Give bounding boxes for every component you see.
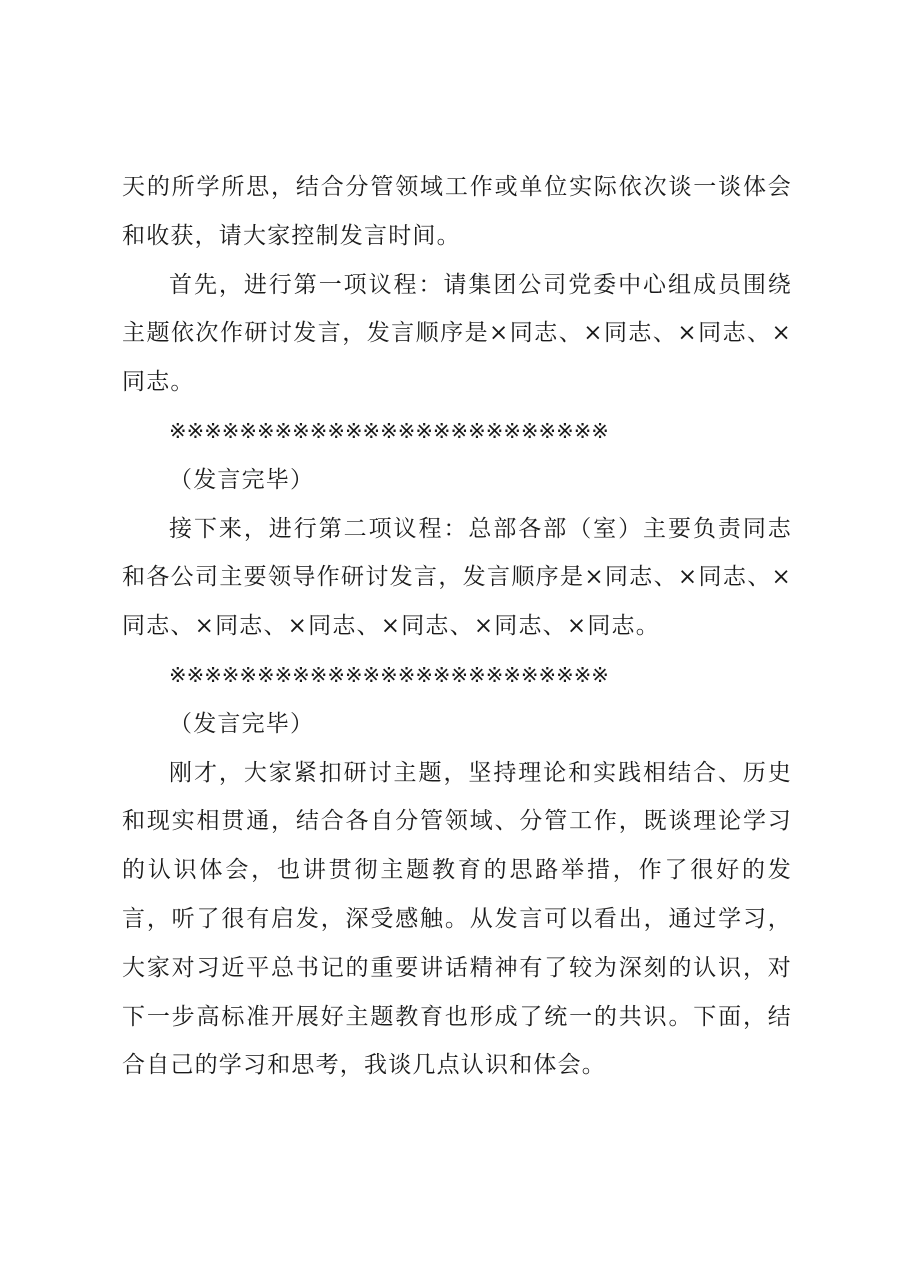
document-body <box>122 163 792 1090</box>
paragraph-summary: 刚才，大家紧扣研讨主题，坚持理论和实践相结合、历史和现实相贯通，结合各自分管领域、分管工作，既谈理论学习的认识体会，也讲贯彻主题教育的思路举措，作了很好的发言，听了很有启发，深受感触。从发言可以看出，通过学习，大家对习近平总书记的重要讲话精神有了较为深刻的认识，对下一步高标准开展好主题教育也形成了统一的共识。下面，结合自己的学习和思考，我谈几点认识和体会。 <box>122 759 792 1079</box>
paragraph-agenda-item-two: 接下来，进行第二项议程：总部各部（室）主要负责同志和各公司主要领导作研讨发言，发言顺序是×同志、×同志、×同志、×同志、×同志、×同志、×同志、×同志。 <box>122 515 792 640</box>
separator-line: ※※※※※※※※※※※※※※※※※※※※※※※※※ <box>169 662 609 687</box>
paragraph-continuation: 天的所学所思，结合分管领域工作或单位实际依次谈一谈体会和收获，请大家控制发言时间。 <box>122 174 792 249</box>
paragraph-agenda-item-one: 首先，进行第一项议程：请集团公司党委中心组成员围绕主题依次作研讨发言，发言顺序是×同志、×同志、×同志、×同志。 <box>122 271 792 396</box>
speech-finished-note: （发言完毕） <box>169 710 315 737</box>
separator-line: ※※※※※※※※※※※※※※※※※※※※※※※※※ <box>169 418 609 443</box>
speech-finished-note: （发言完毕） <box>169 466 315 493</box>
